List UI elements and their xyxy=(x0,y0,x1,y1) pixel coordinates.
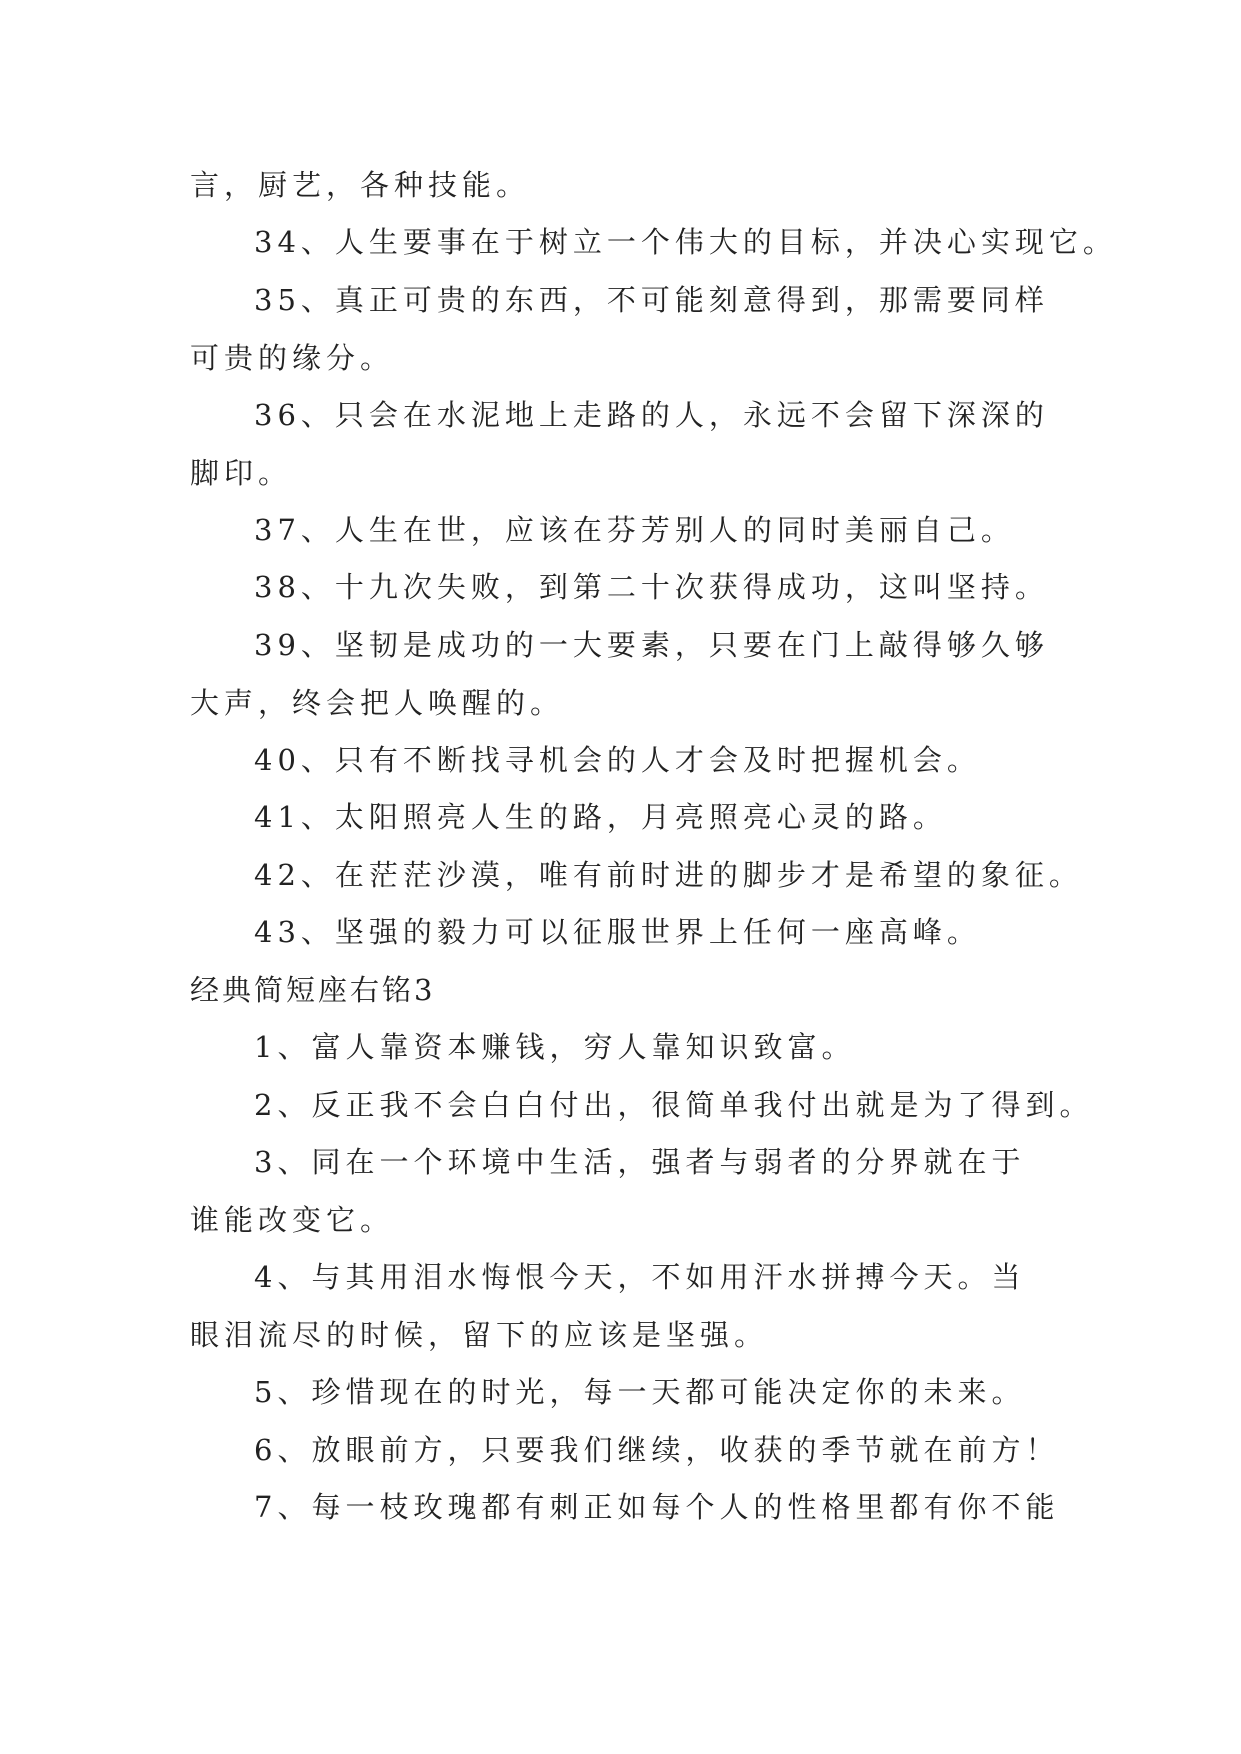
paragraph-39: 39、坚韧是成功的一大要素，只要在门上敲得够久够大声，终会把人唤醒的。 xyxy=(190,628,1049,720)
paragraph-5: 5、珍惜现在的时光，每一天都可能决定你的未来。 xyxy=(254,1375,1026,1409)
paragraph-2: 2、反正我不会白白付出，很简单我付出就是为了得到。 xyxy=(254,1088,1094,1122)
paragraph-43: 43、坚强的毅力可以征服世界上任何一座高峰。 xyxy=(254,915,981,949)
paragraph-37: 37、人生在世，应该在芬芳别人的同时美丽自己。 xyxy=(254,513,1015,547)
paragraph-1: 1、富人靠资本赚钱，穷人靠知识致富。 xyxy=(254,1030,856,1064)
paragraph-3: 3、同在一个环境中生活，强者与弱者的分界就在于谁能改变它。 xyxy=(190,1145,1026,1237)
paragraph-41: 41、太阳照亮人生的路，月亮照亮心灵的路。 xyxy=(254,800,947,834)
paragraph-34: 34、人生要事在于树立一个伟大的目标，并决心实现它。 xyxy=(254,225,1117,259)
section-heading: 经典简短座右铭3 xyxy=(190,973,436,1007)
paragraph-4: 4、与其用泪水悔恨今天，不如用汗水拼搏今天。当眼泪流尽的时候，留下的应该是坚强。 xyxy=(190,1260,1026,1352)
paragraph-42: 42、在茫茫沙漠，唯有前时进的脚步才是希望的象征。 xyxy=(254,858,1083,892)
paragraph-35: 35、真正可贵的东西，不可能刻意得到，那需要同样可贵的缘分。 xyxy=(190,283,1049,375)
paragraph-38: 38、十九次失败，到第二十次获得成功，这叫坚持。 xyxy=(254,570,1049,604)
paragraph-6: 6、放眼前方，只要我们继续，收获的季节就在前方！ xyxy=(254,1433,1060,1467)
paragraph-36: 36、只会在水泥地上走路的人，永远不会留下深深的脚印。 xyxy=(190,398,1049,490)
paragraph-continuation: 言，厨艺，各种技能。 xyxy=(190,168,531,202)
paragraph-7: 7、每一枝玫瑰都有刺正如每个人的性格里都有你不能 xyxy=(254,1490,1060,1524)
paragraph-40: 40、只有不断找寻机会的人才会及时把握机会。 xyxy=(254,743,981,777)
